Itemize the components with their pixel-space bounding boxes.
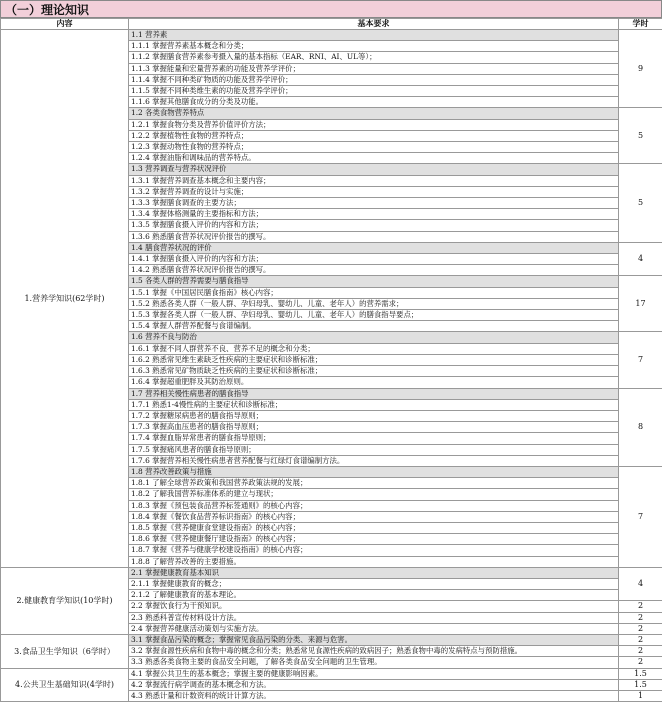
module-name: 4.公共卫生基础知识(4学时) [1, 668, 129, 702]
topic-heading: 1.4 膳食营养状况的评价 [129, 242, 619, 253]
topic-heading: 1.2 各类食物营养特点 [129, 108, 619, 119]
module-name: 3.食品卫生学知识（6学时） [1, 634, 129, 668]
hours-cell: 5 [619, 164, 662, 242]
requirement-item: 1.7.1 熟悉1-4慢性病的主要症状和诊断标准； [129, 399, 619, 410]
hours-cell: 2 [619, 612, 662, 623]
table-row [1, 634, 662, 645]
requirement-item: 2.3 熟悉科普宣传材料设计方法。 [129, 612, 619, 623]
topic-heading: 3.1 掌握食品污染的概念；掌握常见食品污染的分类、来源与危害。 [129, 634, 619, 645]
requirement-item: 2.4 掌握营养健康活动策划与实施方法。 [129, 623, 619, 634]
module-name: 2.健康教育学知识(10学时) [1, 567, 129, 634]
table-row [1, 30, 662, 41]
requirement-item: 1.1.4 掌握不同种类矿物质的功能及营养学评价； [129, 74, 619, 85]
hours-cell: 2 [619, 623, 662, 634]
requirement-item: 4.1 掌握公共卫生的基本概念；掌握主要的健康影响因素。 [129, 668, 619, 679]
requirement-item: 1.5.3 掌握各类人群（一般人群、孕妇母乳、婴幼儿、儿童、老年人）的膳食指导要点； [129, 310, 619, 321]
requirement-item: 1.8.7 掌握《营养与健康学校建设指南》的核心内容； [129, 545, 619, 556]
requirement-item: 1.2.4 掌握油脂和调味品的营养特点。 [129, 153, 619, 164]
requirement-item: 1.2.2 掌握植物性食物的营养特点； [129, 130, 619, 141]
requirement-item: 1.7.5 掌握痛风患者的膳食指导原则； [129, 444, 619, 455]
module-name: 1.营养学知识(62学时) [1, 30, 129, 568]
hours-cell: 7 [619, 466, 662, 567]
header-requirement: 基本要求 [129, 19, 619, 30]
hours-cell: 1.5 [619, 679, 662, 690]
requirement-item: 1.2.1 掌握食物分类及营养价值评价方法； [129, 119, 619, 130]
requirement-item: 1.8.5 掌握《营养健康食堂建设指南》的核心内容； [129, 522, 619, 533]
requirement-item: 3.3 熟悉各类食物主要的食品安全问题，了解各类食品安全问题的卫生管理。 [129, 657, 619, 668]
requirement-item: 1.7.2 掌握糖尿病患者的膳食指导原则； [129, 410, 619, 421]
requirement-item: 1.6.3 熟悉常见矿物质缺乏性疾病的主要症状和诊断标准； [129, 366, 619, 377]
requirement-item: 4.2 掌握流行病学调查的基本概念和方法。 [129, 679, 619, 690]
requirement-item: 1.6.4 掌握超重肥胖及其防治原则。 [129, 377, 619, 388]
requirement-item: 1.8.4 掌握《餐饮食品营养标识指南》的核心内容； [129, 511, 619, 522]
hours-cell: 4 [619, 567, 662, 601]
table-row [1, 567, 662, 578]
topic-heading: 2.1 掌握健康教育基本知识 [129, 567, 619, 578]
table-body [1, 30, 662, 702]
hours-cell: 1 [619, 690, 662, 701]
requirement-item: 1.3.3 掌握膳食调查的主要方法； [129, 198, 619, 209]
table-row [1, 668, 662, 679]
requirement-item: 1.1.5 掌握不同种类维生素的功能及营养学评价； [129, 86, 619, 97]
hours-cell: 2 [619, 646, 662, 657]
hours-cell: 2 [619, 657, 662, 668]
topic-heading: 1.6 营养不良与防治 [129, 332, 619, 343]
hours-cell: 9 [619, 30, 662, 108]
requirement-item: 4.3 熟悉计量和计数资料的统计计算方法。 [129, 690, 619, 701]
requirement-item: 1.4.2 熟悉膳食营养状况评价报告的撰写。 [129, 265, 619, 276]
requirement-item: 1.5.2 熟悉各类人群（一般人群、孕妇母乳、婴幼儿、儿童、老年人）的营养需求； [129, 298, 619, 309]
requirement-item: 2.1.1 掌握健康教育的概念； [129, 578, 619, 589]
hours-cell: 17 [619, 276, 662, 332]
topic-heading: 1.3 营养调查与营养状况评价 [129, 164, 619, 175]
requirement-item: 3.2 掌握食源性疾病和食物中毒的概念和分类；熟悉常见食源性疾病的致病因子；熟悉食物中毒的发病特点与预防措施。 [129, 646, 619, 657]
hours-cell: 1.5 [619, 668, 662, 679]
hours-cell: 2 [619, 634, 662, 645]
topic-heading: 1.1 营养素 [129, 30, 619, 41]
requirement-item: 1.6.1 掌握不同人群营养不良、营养不足的概念和分类； [129, 343, 619, 354]
requirement-item: 1.1.2 掌握膳食营养素参考摄入量的基本指标（EAR、RNI、AI、UL等）； [129, 52, 619, 63]
hours-cell: 2 [619, 601, 662, 612]
requirements-table [0, 18, 662, 702]
requirement-item: 1.3.2 掌握营养调查的设计与实施； [129, 186, 619, 197]
requirement-item: 1.6.2 熟悉常见维生素缺乏性疾病的主要症状和诊断标准； [129, 354, 619, 365]
hours-cell: 4 [619, 242, 662, 276]
section-title: （一）理论知识 [0, 0, 662, 18]
hours-cell: 7 [619, 332, 662, 388]
requirement-item: 1.8.2 了解我国营养标准体系的建立与现状； [129, 489, 619, 500]
requirement-item: 1.7.3 掌握高血压患者的膳食指导原则； [129, 422, 619, 433]
header-hours: 学时 [619, 19, 662, 30]
hours-cell: 8 [619, 388, 662, 466]
requirement-item: 1.8.8 了解营养改善的主要措施。 [129, 556, 619, 567]
requirement-item: 1.7.4 掌握血脂异常患者的膳食指导原则； [129, 433, 619, 444]
requirement-item: 1.1.6 掌握其他膳食成分的分类及功能。 [129, 97, 619, 108]
requirement-item: 1.3.5 掌握膳食摄入评价的内容和方法； [129, 220, 619, 231]
requirement-item: 1.5.4 掌握人群营养配餐与食谱编制。 [129, 321, 619, 332]
topic-heading: 1.8 营养改善政策与措施 [129, 466, 619, 477]
requirement-item: 1.5.1 掌握《中国居民膳食指南》核心内容； [129, 287, 619, 298]
requirement-item: 2.2 掌握饮食行为干预知识。 [129, 601, 619, 612]
requirement-item: 1.7.6 掌握营养相关慢性病患者营养配餐与红绿灯食谱编制方法。 [129, 455, 619, 466]
requirement-item: 2.1.2 了解健康教育的基本理论。 [129, 590, 619, 601]
topic-heading: 1.5 各类人群的营养需要与膳食指导 [129, 276, 619, 287]
header-content: 内容 [1, 19, 129, 30]
requirement-item: 1.8.1 了解全球营养政策和我国营养政策法规的发展； [129, 478, 619, 489]
requirement-item: 1.4.1 掌握膳食摄入评价的内容和方法； [129, 254, 619, 265]
requirement-item: 1.3.6 熟悉膳食营养状况评价报告的撰写。 [129, 231, 619, 242]
requirement-item: 1.1.1 掌握营养素基本概念和分类； [129, 41, 619, 52]
requirement-item: 1.8.3 掌握《预包装食品营养标签通则》的核心内容； [129, 500, 619, 511]
requirement-item: 1.2.3 掌握动物性食物的营养特点； [129, 142, 619, 153]
topic-heading: 1.7 营养相关慢性病患者的膳食指导 [129, 388, 619, 399]
requirement-item: 1.3.1 掌握营养调查基本概念和主要内容； [129, 175, 619, 186]
requirement-item: 1.8.6 掌握《营养健康餐厅建设指南》的核心内容； [129, 534, 619, 545]
requirement-item: 1.3.4 掌握体格测量的主要指标和方法； [129, 209, 619, 220]
hours-cell: 5 [619, 108, 662, 164]
requirement-item: 1.1.3 掌握能量和宏量营养素的功能及营养学评价； [129, 63, 619, 74]
